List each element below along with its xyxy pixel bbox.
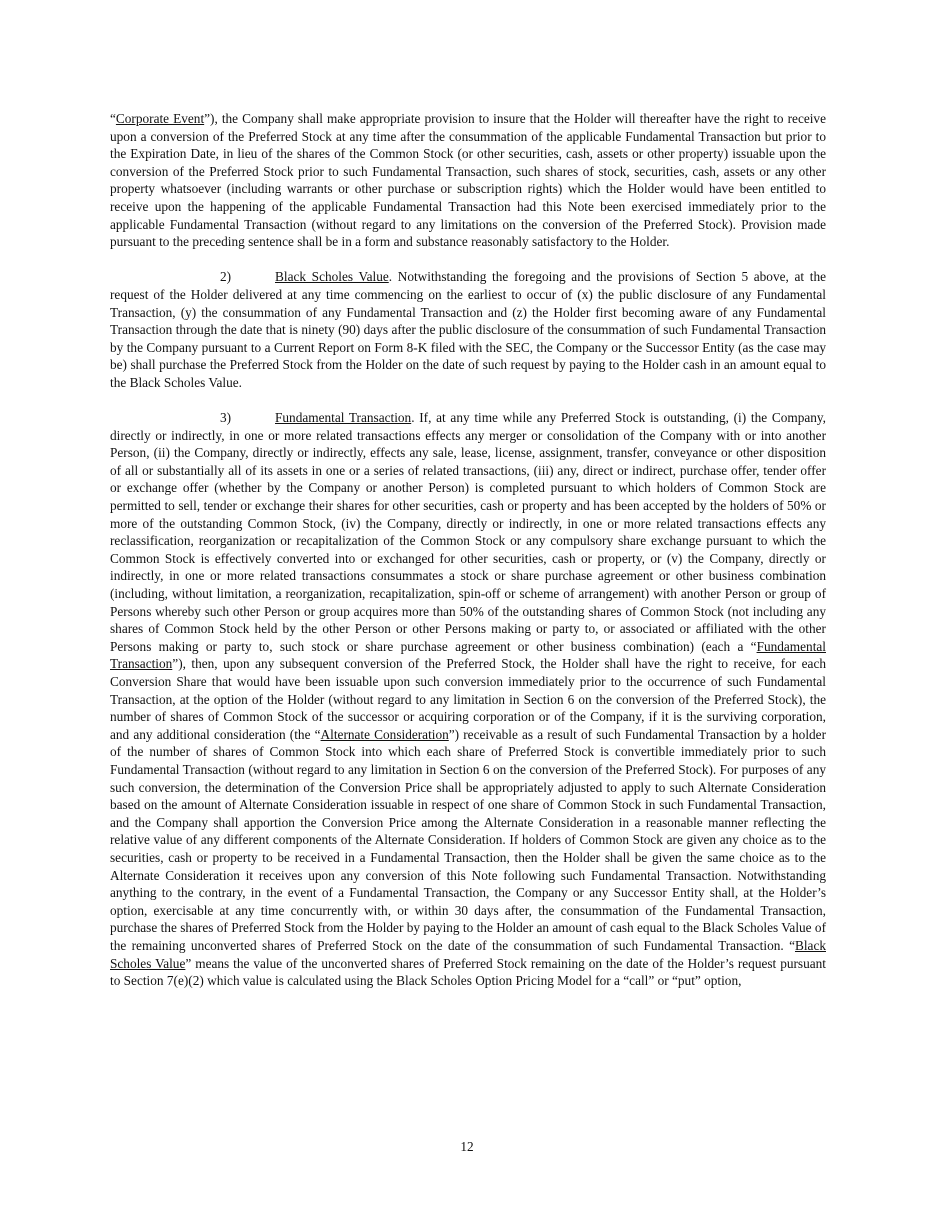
defined-term: Black Scholes Value bbox=[275, 269, 389, 285]
text-run: . If, at any time while any Preferred Stock is outstanding, (i) the Company, directly or indirectly, in one or more related transactions effects any merger or consolidation of the Company with or into another Person, (ii) the Company, directly or indirectly, effects any sale, lease, license, assignment, transfer, conveyance or other disposition of all or substantially all of its assets in one or a series of related transactions, (iii) any, direct or indirect, purchase offer, tender offer or exchange offer (whether by the Company or another Person) is completed pursuant to which holders of Common Stock are permitted to sell, tender or exchange their shares for other securities, cash or property and has been accepted by the holders of 50% or more of the outstanding Common Stock, (iv) the Company, directly or indirectly, in one or more related transactions effects any reclassification, reorganization or recapitalization of the Common Stock or any compulsory share exchange pursuant to which the Common Stock is effectively converted into or exchanged for other securities, cash or property, or (v) the Company, directly or indirectly, in one or more related transactions consummates a stock or share purchase agreement or other business combination (including, without limitation, a reorganization, recapitalization, spin-off or scheme of arrangement) with another Person or group of Persons whereby such other Person or group acquires more than 50% of the outstanding shares of Common Stock (not including any shares of Common Stock held by the other Person or other Persons making or party to, or associated or affiliated with the other Persons making or party to, such stock or share purchase agreement or other business combination) (each a “ bbox=[110, 410, 827, 654]
paragraph bbox=[110, 110, 826, 251]
section-number: 3) bbox=[220, 410, 232, 426]
text-run: ”), then, upon any subsequent conversion of the Preferred Stock, the Holder shall have the right to receive, for each Conversion Share that would have been issuable upon such conversion immediately prior to the occurrence of such Fundamental Transaction, at the option of the Holder (without regard to any limitation in Section 6 on the conversion of the Preferred Stock), the number of shares of Common Stock of the successor or acquiring corporation or of the Company, if it is the surviving corporation, and any additional consideration (the “ bbox=[110, 656, 826, 742]
text-run: ”), the Company shall make appropriate provision to insure that the Holder will thereafter have the right to receive upon a conversion of the Preferred Stock at any time after the consummation of the applicable Fundamental Transaction but prior to the Expiration Date, in lieu of the shares of the Common Stock (or other securities, cash, assets or other property) issuable upon the conversion of the Preferred Stock prior to such Fundamental Transaction, such shares of stock, securities, cash, assets or any other property whatsoever (including warrants or other purchase or subscription rights) which the Holder would have been entitled to receive upon the happening of the applicable Fundamental Transaction had this Note been exercised immediately prior to the applicable Fundamental Transaction (without regard to any limitations on the conversion of the Preferred Stock). Provision made pursuant to the preceding sentence shall be in a form and substance reasonably satisfactory to the Holder. bbox=[110, 111, 826, 250]
text-run: “ bbox=[110, 111, 116, 126]
defined-term: Black Scholes Value bbox=[110, 937, 826, 971]
defined-term: Corporate Event bbox=[115, 111, 205, 126]
document-page bbox=[110, 110, 826, 1007]
text-run: ”) receivable as a result of such Fundamental Transaction by a holder of the number of shares of Common Stock into which each share of Preferred Stock is convertible immediately prior to such Fundamental Transaction (without regard to any limitation in Section 6 on the conversion of the Preferred Stock). For purposes of any such conversion, the determination of the Conversion Price shall be appropriately adjusted to apply to such Alternate Consideration based on the amount of Alternate Consideration issuable in respect of one share of Common Stock in such Fundamental Transaction, and the Company shall apportion the Conversion Price among the Alternate Consideration in a reasonable manner reflecting the relative value of any different components of the Alternate Consideration. If holders of Common Stock are given any choice as to the securities, cash or property to be received in a Fundamental Transaction, then the Holder shall be given the same choice as to the Alternate Consideration it receives upon any conversion of this Note following such Fundamental Transaction. Notwithstanding anything to the contrary, in the event of a Fundamental Transaction, the Company or any Successor Entity shall, at the Holder’s option, exercisable at any time concurrently with, or within 30 days after, the consummation of the Fundamental Transaction, purchase the shares of Preferred Stock from the Holder by paying to the Holder an amount of cash equal to the Black Scholes Value of the remaining unconverted shares of Preferred Stock on the date of the consummation of such Fundamental Transaction. “ bbox=[110, 726, 826, 953]
defined-term: Fundamental Transaction bbox=[110, 638, 826, 672]
page-number: 12 bbox=[460, 1139, 474, 1154]
section-number: 2) bbox=[220, 269, 232, 285]
defined-term: Alternate Consideration bbox=[320, 726, 449, 742]
text-run: . Notwithstanding the foregoing and the provisions of Section 5 above, at the request of the Holder delivered at any time commencing on the earliest to occur of (x) the public disclosure of any Fundamental Transaction, (y) the consummation of any Fundamental Transaction and (z) the Holder first becoming aware of any Fundamental Transaction through the date that is ninety (90) days after the public disclosure of the consummation of such Fundamental Transaction by the Company pursuant to a Current Report on Form 8-K filed with the SEC, the Company or the Successor Entity (as the case may be) shall purchase the Preferred Stock from the Holder on the date of such request by paying to the Holder cash in an amount equal to the Black Scholes Value. bbox=[110, 269, 826, 390]
paragraph bbox=[110, 409, 826, 990]
paragraph bbox=[110, 268, 826, 391]
defined-term: Fundamental Transaction bbox=[275, 410, 412, 426]
text-run: ” means the value of the unconverted shares of Preferred Stock remaining on the date of the Holder’s request pursuant to Section 7(e)(2) which value is calculated using the Black Scholes Option Pricing Model for a “call” or “put” option, bbox=[110, 955, 826, 989]
